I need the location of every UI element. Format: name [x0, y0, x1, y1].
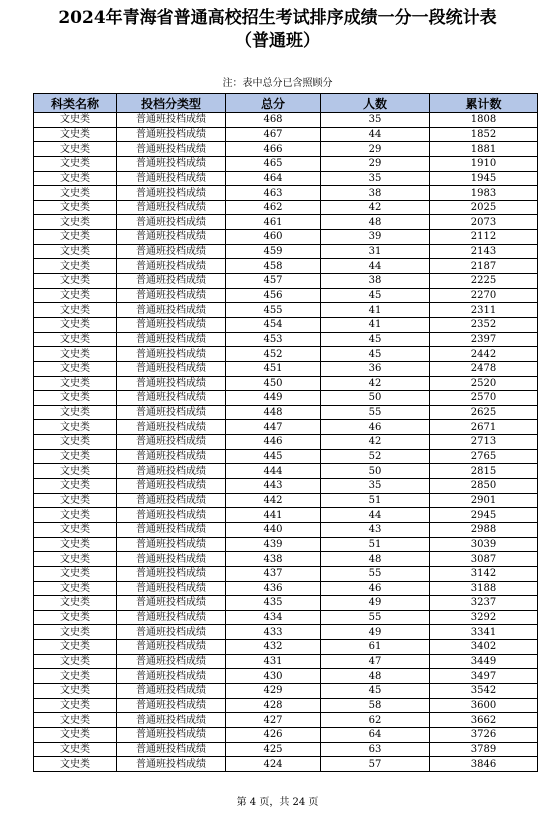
count-cell: 49 — [321, 596, 430, 611]
count-cell: 44 — [321, 508, 430, 523]
total-score-cell: 449 — [226, 391, 321, 406]
cumulative-cell: 3087 — [430, 552, 538, 567]
table-row — [34, 713, 538, 728]
cumulative-cell: 3846 — [430, 757, 538, 772]
table-row — [34, 508, 538, 523]
column-header-total-score: 总分 — [226, 94, 321, 113]
category-cell: 文史类 — [34, 449, 117, 464]
table-row — [34, 113, 538, 128]
score-type-cell: 普通班投档成绩 — [117, 230, 226, 245]
table-row — [34, 420, 538, 435]
score-type-cell: 普通班投档成绩 — [117, 742, 226, 757]
count-cell: 29 — [321, 142, 430, 157]
count-cell: 42 — [321, 435, 430, 450]
count-cell: 47 — [321, 654, 430, 669]
category-cell: 文史类 — [34, 171, 117, 186]
table-body — [34, 113, 538, 772]
total-score-cell: 443 — [226, 479, 321, 494]
total-score-cell: 458 — [226, 259, 321, 274]
cumulative-cell: 2112 — [430, 230, 538, 245]
table-row — [34, 596, 538, 611]
table-row — [34, 171, 538, 186]
column-header-category: 科类名称 — [34, 94, 117, 113]
table-row — [34, 303, 538, 318]
cumulative-cell: 2073 — [430, 215, 538, 230]
table-row — [34, 391, 538, 406]
cumulative-cell: 3662 — [430, 713, 538, 728]
category-cell: 文史类 — [34, 669, 117, 684]
total-score-cell: 454 — [226, 317, 321, 332]
score-type-cell: 普通班投档成绩 — [117, 317, 226, 332]
category-cell: 文史类 — [34, 508, 117, 523]
cumulative-cell: 3402 — [430, 640, 538, 655]
count-cell: 38 — [321, 274, 430, 289]
count-cell: 44 — [321, 127, 430, 142]
category-cell: 文史类 — [34, 493, 117, 508]
count-cell: 44 — [321, 259, 430, 274]
column-header-count: 人数 — [321, 94, 430, 113]
count-cell: 29 — [321, 156, 430, 171]
category-cell: 文史类 — [34, 113, 117, 128]
total-score-cell: 427 — [226, 713, 321, 728]
table-row — [34, 317, 538, 332]
total-score-cell: 468 — [226, 113, 321, 128]
table-row — [34, 610, 538, 625]
count-cell: 48 — [321, 215, 430, 230]
cumulative-cell: 2397 — [430, 332, 538, 347]
table-row — [34, 156, 538, 171]
total-score-cell: 431 — [226, 654, 321, 669]
table-row — [34, 552, 538, 567]
score-type-cell: 普通班投档成绩 — [117, 683, 226, 698]
table-row — [34, 581, 538, 596]
category-cell: 文史类 — [34, 581, 117, 596]
cumulative-cell: 2713 — [430, 435, 538, 450]
total-score-cell: 451 — [226, 361, 321, 376]
page-subtitle: （普通班） — [235, 31, 320, 51]
category-cell: 文史类 — [34, 215, 117, 230]
score-type-cell: 普通班投档成绩 — [117, 156, 226, 171]
score-type-cell: 普通班投档成绩 — [117, 552, 226, 567]
score-type-cell: 普通班投档成绩 — [117, 581, 226, 596]
count-cell: 55 — [321, 610, 430, 625]
total-score-cell: 457 — [226, 274, 321, 289]
total-score-cell: 464 — [226, 171, 321, 186]
total-score-cell: 424 — [226, 757, 321, 772]
score-type-cell: 普通班投档成绩 — [117, 537, 226, 552]
cumulative-cell: 1945 — [430, 171, 538, 186]
cumulative-cell: 2671 — [430, 420, 538, 435]
cumulative-cell: 3341 — [430, 625, 538, 640]
score-type-cell: 普通班投档成绩 — [117, 332, 226, 347]
score-type-cell: 普通班投档成绩 — [117, 640, 226, 655]
total-score-cell: 445 — [226, 449, 321, 464]
total-score-cell: 442 — [226, 493, 321, 508]
category-cell: 文史类 — [34, 303, 117, 318]
count-cell: 57 — [321, 757, 430, 772]
score-type-cell: 普通班投档成绩 — [117, 479, 226, 494]
count-cell: 46 — [321, 581, 430, 596]
score-type-cell: 普通班投档成绩 — [117, 186, 226, 201]
category-cell: 文史类 — [34, 127, 117, 142]
category-cell: 文史类 — [34, 230, 117, 245]
total-score-cell: 435 — [226, 596, 321, 611]
category-cell: 文史类 — [34, 698, 117, 713]
score-type-cell: 普通班投档成绩 — [117, 654, 226, 669]
score-type-cell: 普通班投档成绩 — [117, 171, 226, 186]
table-row — [34, 230, 538, 245]
category-cell: 文史类 — [34, 244, 117, 259]
total-score-cell: 439 — [226, 537, 321, 552]
cumulative-cell: 1910 — [430, 156, 538, 171]
total-score-cell: 450 — [226, 376, 321, 391]
table-row — [34, 259, 538, 274]
total-score-cell: 466 — [226, 142, 321, 157]
total-score-cell: 437 — [226, 566, 321, 581]
category-cell: 文史类 — [34, 317, 117, 332]
table-row — [34, 274, 538, 289]
category-cell: 文史类 — [34, 610, 117, 625]
total-score-cell: 467 — [226, 127, 321, 142]
cumulative-cell: 2570 — [430, 391, 538, 406]
category-cell: 文史类 — [34, 713, 117, 728]
cumulative-cell: 3542 — [430, 683, 538, 698]
score-type-cell: 普通班投档成绩 — [117, 449, 226, 464]
count-cell: 62 — [321, 713, 430, 728]
score-type-cell: 普通班投档成绩 — [117, 625, 226, 640]
cumulative-cell: 3497 — [430, 669, 538, 684]
score-type-cell: 普通班投档成绩 — [117, 303, 226, 318]
total-score-cell: 446 — [226, 435, 321, 450]
total-score-cell: 452 — [226, 347, 321, 362]
total-score-cell: 430 — [226, 669, 321, 684]
cumulative-cell: 2442 — [430, 347, 538, 362]
cumulative-cell: 2187 — [430, 259, 538, 274]
score-type-cell: 普通班投档成绩 — [117, 405, 226, 420]
score-type-cell: 普通班投档成绩 — [117, 376, 226, 391]
category-cell: 文史类 — [34, 391, 117, 406]
score-type-cell: 普通班投档成绩 — [117, 610, 226, 625]
count-cell: 31 — [321, 244, 430, 259]
cumulative-cell: 1852 — [430, 127, 538, 142]
count-cell: 48 — [321, 552, 430, 567]
table-row — [34, 757, 538, 772]
table-row — [34, 727, 538, 742]
count-cell: 45 — [321, 347, 430, 362]
table-row — [34, 244, 538, 259]
score-type-cell: 普通班投档成绩 — [117, 127, 226, 142]
cumulative-cell: 3237 — [430, 596, 538, 611]
category-cell: 文史类 — [34, 479, 117, 494]
page-title: 2024年青海省普通高校招生考试排序成绩一分一段统计表 — [58, 8, 497, 28]
table-row — [34, 683, 538, 698]
total-score-cell: 456 — [226, 288, 321, 303]
category-cell: 文史类 — [34, 596, 117, 611]
category-cell: 文史类 — [34, 200, 117, 215]
table-row — [34, 332, 538, 347]
cumulative-cell: 2765 — [430, 449, 538, 464]
count-cell: 63 — [321, 742, 430, 757]
total-score-cell: 440 — [226, 522, 321, 537]
score-type-cell: 普通班投档成绩 — [117, 522, 226, 537]
table-row — [34, 127, 538, 142]
table-row — [34, 698, 538, 713]
count-cell: 35 — [321, 479, 430, 494]
category-cell: 文史类 — [34, 259, 117, 274]
count-cell: 50 — [321, 464, 430, 479]
score-type-cell: 普通班投档成绩 — [117, 493, 226, 508]
category-cell: 文史类 — [34, 288, 117, 303]
category-cell: 文史类 — [34, 347, 117, 362]
column-header-score-type: 投档分类型 — [117, 94, 226, 113]
category-cell: 文史类 — [34, 405, 117, 420]
table-note: 注：表中总分已含照顾分 — [222, 78, 333, 89]
table-row — [34, 200, 538, 215]
total-score-cell: 463 — [226, 186, 321, 201]
cumulative-cell: 1881 — [430, 142, 538, 157]
category-cell: 文史类 — [34, 142, 117, 157]
total-score-cell: 444 — [226, 464, 321, 479]
category-cell: 文史类 — [34, 435, 117, 450]
count-cell: 46 — [321, 420, 430, 435]
total-score-cell: 434 — [226, 610, 321, 625]
table-row — [34, 405, 538, 420]
count-cell: 58 — [321, 698, 430, 713]
category-cell: 文史类 — [34, 522, 117, 537]
count-cell: 51 — [321, 537, 430, 552]
total-score-cell: 460 — [226, 230, 321, 245]
table-row — [34, 449, 538, 464]
cumulative-cell: 2815 — [430, 464, 538, 479]
table-row — [34, 215, 538, 230]
cumulative-cell: 3726 — [430, 727, 538, 742]
cumulative-cell: 2270 — [430, 288, 538, 303]
total-score-cell: 436 — [226, 581, 321, 596]
count-cell: 36 — [321, 361, 430, 376]
category-cell: 文史类 — [34, 742, 117, 757]
cumulative-cell: 3449 — [430, 654, 538, 669]
page-footer: 第 4 页，共 24 页 — [236, 797, 319, 808]
category-cell: 文史类 — [34, 186, 117, 201]
cumulative-cell: 3600 — [430, 698, 538, 713]
count-cell: 48 — [321, 669, 430, 684]
score-type-cell: 普通班投档成绩 — [117, 566, 226, 581]
table-row — [34, 464, 538, 479]
score-distribution-table — [33, 93, 538, 772]
cumulative-cell: 2520 — [430, 376, 538, 391]
total-score-cell: 455 — [226, 303, 321, 318]
table-row — [34, 347, 538, 362]
cumulative-cell: 3188 — [430, 581, 538, 596]
category-cell: 文史类 — [34, 625, 117, 640]
score-type-cell: 普通班投档成绩 — [117, 244, 226, 259]
count-cell: 51 — [321, 493, 430, 508]
table-row — [34, 669, 538, 684]
table-row — [34, 493, 538, 508]
score-type-cell: 普通班投档成绩 — [117, 215, 226, 230]
score-type-cell: 普通班投档成绩 — [117, 288, 226, 303]
table-row — [34, 376, 538, 391]
table-row — [34, 625, 538, 640]
score-type-cell: 普通班投档成绩 — [117, 698, 226, 713]
total-score-cell: 438 — [226, 552, 321, 567]
category-cell: 文史类 — [34, 727, 117, 742]
count-cell: 45 — [321, 288, 430, 303]
table-row — [34, 654, 538, 669]
count-cell: 45 — [321, 683, 430, 698]
table-header-row — [34, 94, 538, 113]
score-type-cell: 普通班投档成绩 — [117, 274, 226, 289]
cumulative-cell: 2478 — [430, 361, 538, 376]
score-type-cell: 普通班投档成绩 — [117, 391, 226, 406]
count-cell: 35 — [321, 171, 430, 186]
score-type-cell: 普通班投档成绩 — [117, 142, 226, 157]
cumulative-cell: 2945 — [430, 508, 538, 523]
count-cell: 45 — [321, 332, 430, 347]
category-cell: 文史类 — [34, 552, 117, 567]
cumulative-cell: 3142 — [430, 566, 538, 581]
score-type-cell: 普通班投档成绩 — [117, 727, 226, 742]
count-cell: 43 — [321, 522, 430, 537]
count-cell: 49 — [321, 625, 430, 640]
table-row — [34, 537, 538, 552]
total-score-cell: 453 — [226, 332, 321, 347]
total-score-cell: 425 — [226, 742, 321, 757]
category-cell: 文史类 — [34, 361, 117, 376]
cumulative-cell: 2225 — [430, 274, 538, 289]
cumulative-cell: 2143 — [430, 244, 538, 259]
score-type-cell: 普通班投档成绩 — [117, 259, 226, 274]
category-cell: 文史类 — [34, 566, 117, 581]
cumulative-cell: 2850 — [430, 479, 538, 494]
total-score-cell: 462 — [226, 200, 321, 215]
count-cell: 35 — [321, 113, 430, 128]
count-cell: 55 — [321, 405, 430, 420]
count-cell: 42 — [321, 200, 430, 215]
count-cell: 38 — [321, 186, 430, 201]
score-type-cell: 普通班投档成绩 — [117, 435, 226, 450]
score-type-cell: 普通班投档成绩 — [117, 347, 226, 362]
cumulative-cell: 2352 — [430, 317, 538, 332]
total-score-cell: 441 — [226, 508, 321, 523]
count-cell: 52 — [321, 449, 430, 464]
table-row — [34, 142, 538, 157]
count-cell: 41 — [321, 303, 430, 318]
total-score-cell: 461 — [226, 215, 321, 230]
category-cell: 文史类 — [34, 683, 117, 698]
table-row — [34, 742, 538, 757]
table-row — [34, 288, 538, 303]
category-cell: 文史类 — [34, 537, 117, 552]
score-type-cell: 普通班投档成绩 — [117, 669, 226, 684]
count-cell: 42 — [321, 376, 430, 391]
count-cell: 41 — [321, 317, 430, 332]
table-row — [34, 479, 538, 494]
cumulative-cell: 3039 — [430, 537, 538, 552]
category-cell: 文史类 — [34, 156, 117, 171]
count-cell: 55 — [321, 566, 430, 581]
cumulative-cell: 2311 — [430, 303, 538, 318]
cumulative-cell: 3789 — [430, 742, 538, 757]
cumulative-cell: 1808 — [430, 113, 538, 128]
column-header-cumulative: 累计数 — [430, 94, 538, 113]
count-cell: 50 — [321, 391, 430, 406]
category-cell: 文史类 — [34, 757, 117, 772]
total-score-cell: 426 — [226, 727, 321, 742]
cumulative-cell: 2025 — [430, 200, 538, 215]
category-cell: 文史类 — [34, 274, 117, 289]
cumulative-cell: 1983 — [430, 186, 538, 201]
table-row — [34, 566, 538, 581]
table-row — [34, 186, 538, 201]
total-score-cell: 465 — [226, 156, 321, 171]
score-type-cell: 普通班投档成绩 — [117, 713, 226, 728]
score-type-cell: 普通班投档成绩 — [117, 420, 226, 435]
score-type-cell: 普通班投档成绩 — [117, 757, 226, 772]
total-score-cell: 429 — [226, 683, 321, 698]
count-cell: 61 — [321, 640, 430, 655]
score-type-cell: 普通班投档成绩 — [117, 508, 226, 523]
table-row — [34, 640, 538, 655]
total-score-cell: 459 — [226, 244, 321, 259]
score-type-cell: 普通班投档成绩 — [117, 464, 226, 479]
category-cell: 文史类 — [34, 654, 117, 669]
total-score-cell: 433 — [226, 625, 321, 640]
score-type-cell: 普通班投档成绩 — [117, 200, 226, 215]
table-row — [34, 522, 538, 537]
category-cell: 文史类 — [34, 376, 117, 391]
cumulative-cell: 3292 — [430, 610, 538, 625]
total-score-cell: 428 — [226, 698, 321, 713]
cumulative-cell: 2901 — [430, 493, 538, 508]
category-cell: 文史类 — [34, 640, 117, 655]
score-type-cell: 普通班投档成绩 — [117, 596, 226, 611]
table-row — [34, 435, 538, 450]
count-cell: 39 — [321, 230, 430, 245]
table-row — [34, 361, 538, 376]
total-score-cell: 447 — [226, 420, 321, 435]
count-cell: 64 — [321, 727, 430, 742]
category-cell: 文史类 — [34, 332, 117, 347]
total-score-cell: 448 — [226, 405, 321, 420]
score-type-cell: 普通班投档成绩 — [117, 113, 226, 128]
cumulative-cell: 2988 — [430, 522, 538, 537]
score-type-cell: 普通班投档成绩 — [117, 361, 226, 376]
cumulative-cell: 2625 — [430, 405, 538, 420]
category-cell: 文史类 — [34, 464, 117, 479]
total-score-cell: 432 — [226, 640, 321, 655]
category-cell: 文史类 — [34, 420, 117, 435]
